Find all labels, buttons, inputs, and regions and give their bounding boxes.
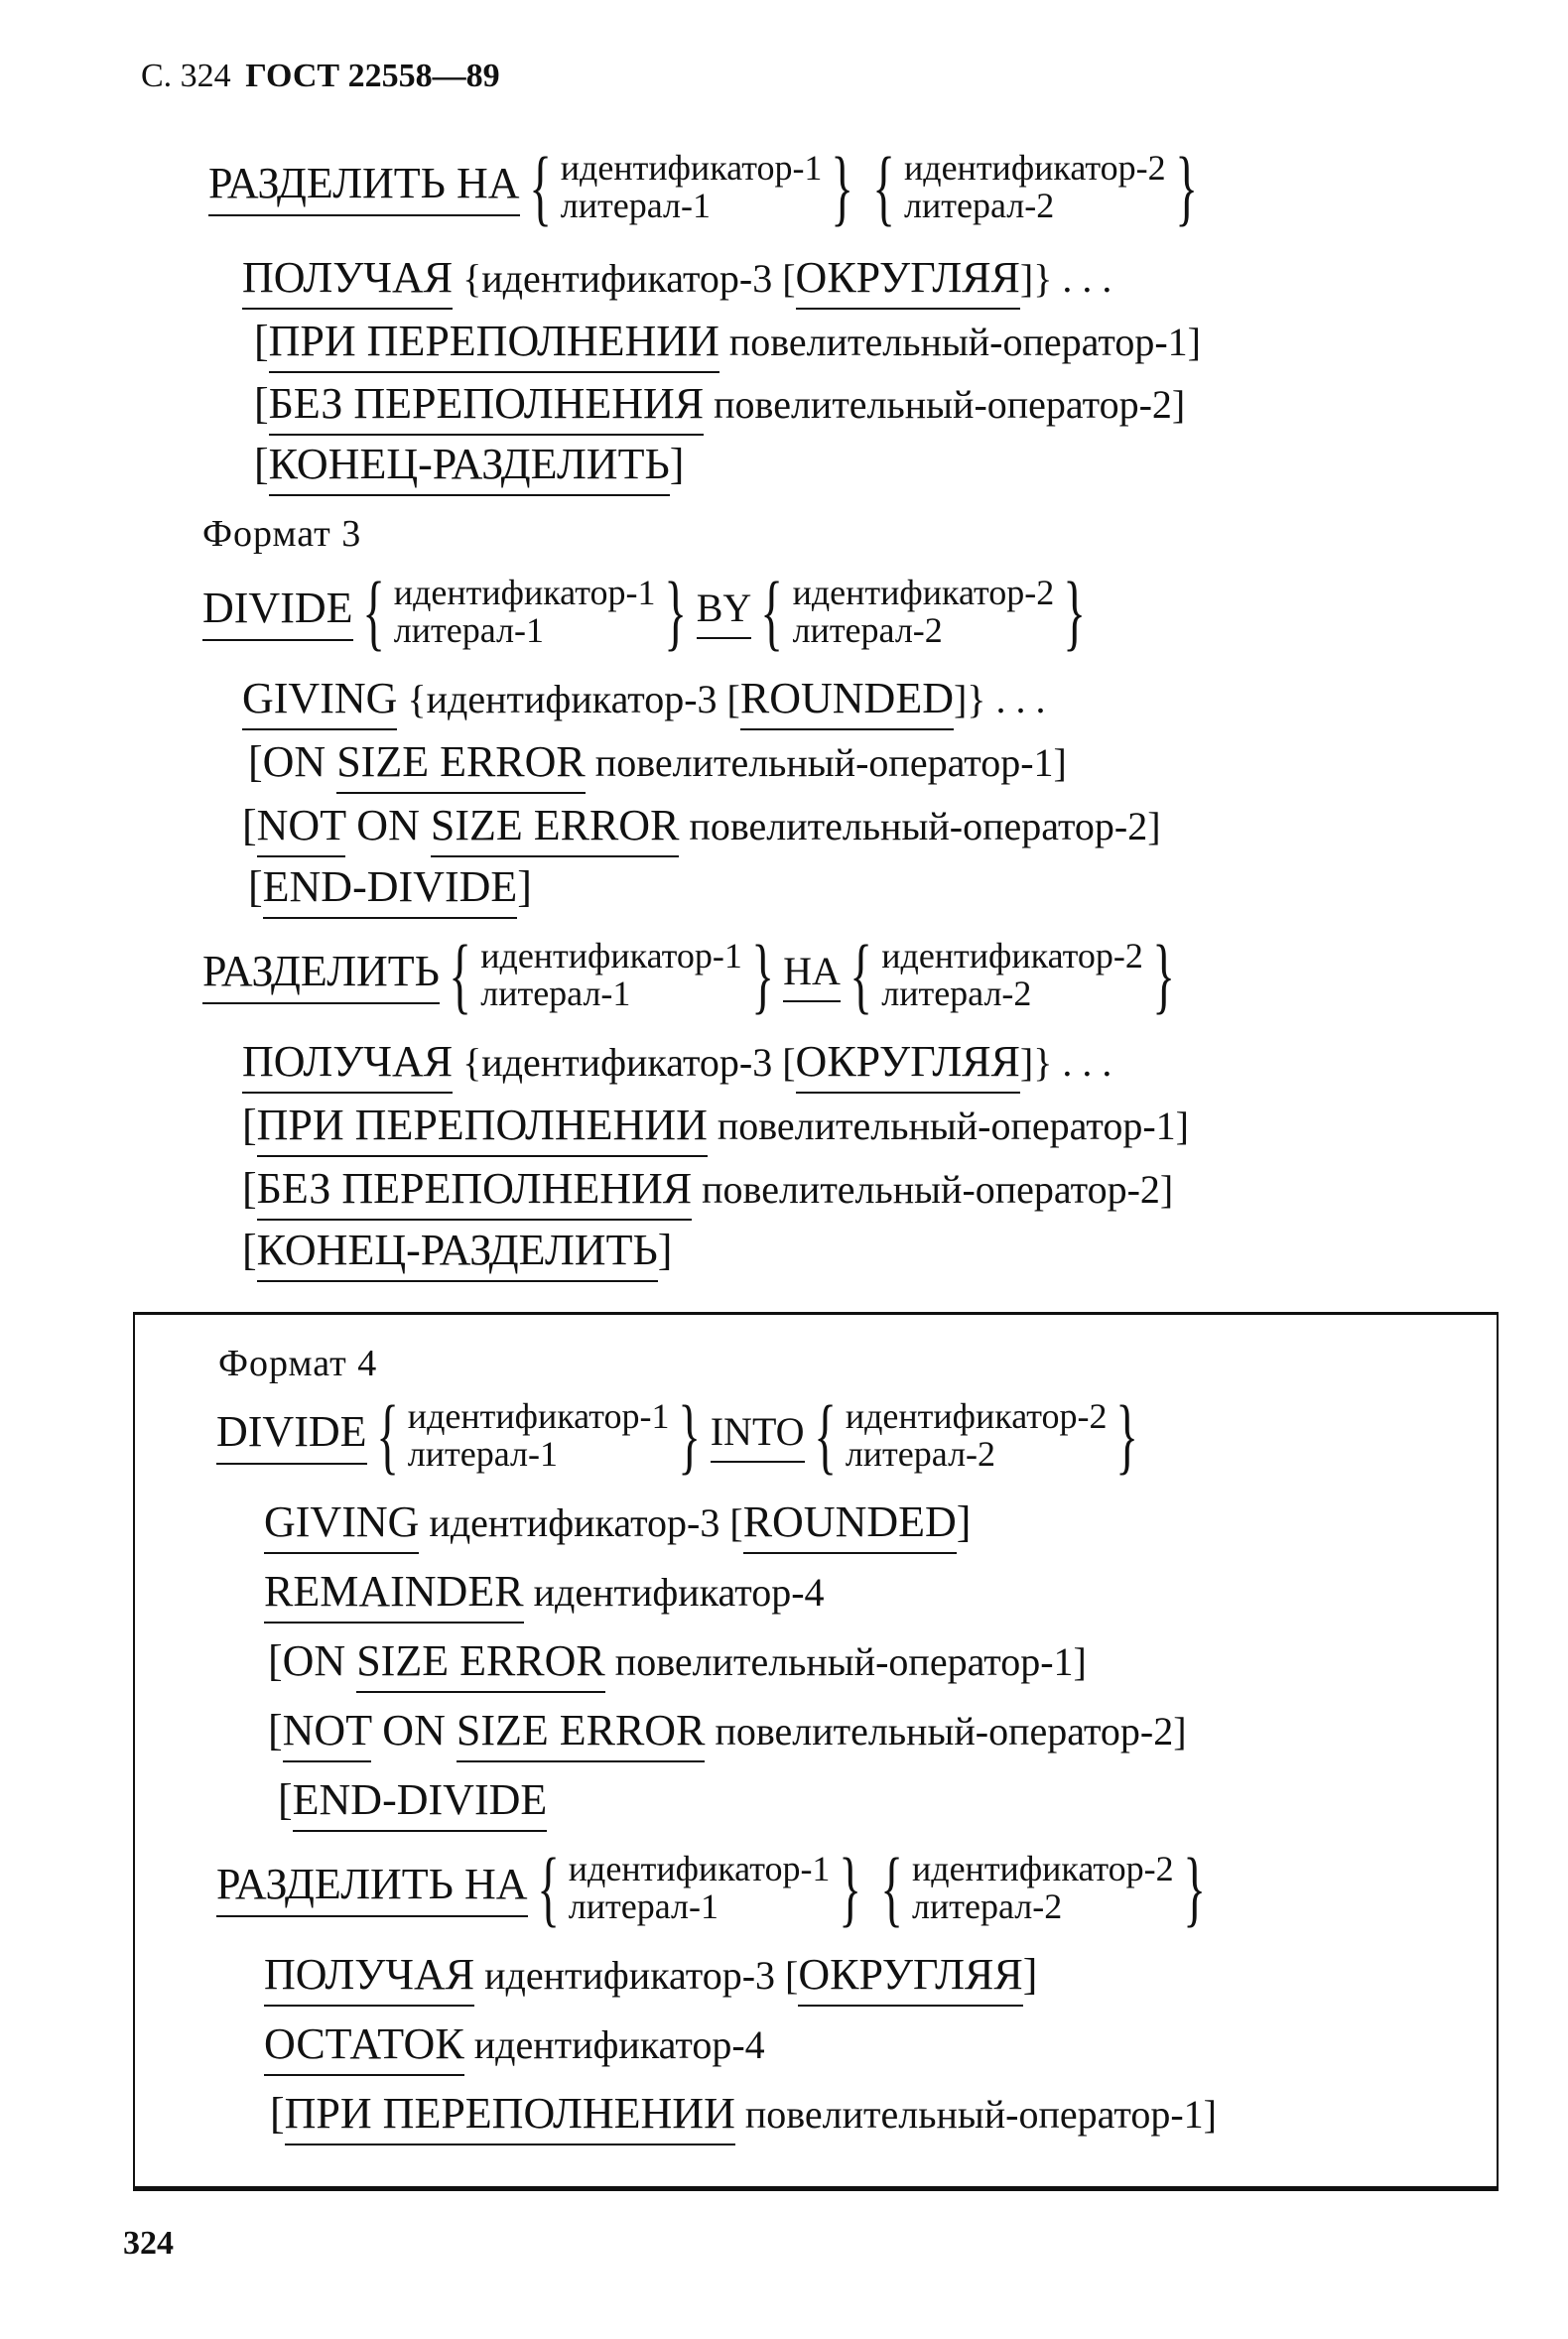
format3-ru-head: РАЗДЕЛИТЬ { идентификатор-1 литерал-1 } НА { идентификатор-2 литерал-2 } [202,927,1175,1022]
format4-en-line6: [END-DIVIDE [278,1778,547,1822]
format4-ru-line2: ПОЛУЧАЯ идентификатор-3 [ОКРУГЛЯЯ] [264,1953,1037,1997]
format3-en-head: DIVIDE { идентификатор-1 литерал-1 } BY { идентификатор-2 литерал-2 } [202,564,1087,659]
format3-en-line2: GIVING {идентификатор-3 [ROUNDED]} . . . [242,677,1046,720]
format4-ru-head: РАЗДЕЛИТЬ НА { идентификатор-1 литерал-1 } { идентификатор-2 литерал-2 } [216,1840,1206,1935]
format4-en-line3: REMAINDER идентификатор-4 [264,1570,825,1614]
block1-group2: идентификатор-2 литерал-2 [904,147,1166,225]
block1-syntax-head: РАЗДЕЛИТЬ НА { идентификатор-1 литерал-1 } { идентификатор-2 литерал-2 } [208,139,1198,234]
block1-line3: [ПРИ ПЕРЕПОЛНЕНИИ повелительный-оператор-1] [254,320,1201,363]
format3-en-line4: [NOT ON SIZE ERROR повелительный-оператор-2] [242,804,1161,847]
format3-ru-line3: [ПРИ ПЕРЕПОЛНЕНИИ повелительный-оператор-1] [242,1104,1189,1147]
format4-title: Формат 4 [218,1343,378,1384]
format3-ru-line4: [БЕЗ ПЕРЕПОЛНЕНИЯ повелительный-оператор-2] [242,1167,1173,1211]
page-header [141,58,500,95]
block1-group1: идентификатор-1 литерал-1 [560,147,823,225]
format3-en-line3: [ON SIZE ERROR повелительный-оператор-1] [248,740,1067,784]
format4-ru-line4: [ПРИ ПЕРЕПОЛНЕНИИ повелительный-оператор-1] [270,2092,1217,2136]
header-page-prefix: С. 324 [141,58,231,94]
format4-en-head: DIVIDE { идентификатор-1 литерал-1 } INTO { идентификатор-2 литерал-2 } [216,1387,1139,1483]
format3-ru-line5: [КОНЕЦ-РАЗДЕЛИТЬ] [242,1229,672,1272]
block1-keyword: РАЗДЕЛИТЬ НА [208,158,520,216]
format3-en-line5: [END-DIVIDE] [248,865,532,909]
block1-line4: [БЕЗ ПЕРЕПОЛНЕНИЯ повелительный-оператор-2] [254,382,1185,426]
format3-title: Формат 3 [202,513,362,555]
block1-line2: ПОЛУЧАЯ {идентификатор-3 [ОКРУГЛЯЯ]} . . . [242,256,1111,300]
format4-en-line5: [NOT ON SIZE ERROR повелительный-оператор-2] [268,1709,1187,1753]
format4-en-line4: [ON SIZE ERROR повелительный-оператор-1] [268,1639,1087,1683]
header-standard: ГОСТ 22558—89 [245,58,500,94]
format4-ru-line3: ОСТАТОК идентификатор-4 [264,2022,765,2066]
format3-ru-line2: ПОЛУЧАЯ {идентификатор-3 [ОКРУГЛЯЯ]} . . . [242,1040,1111,1084]
format4-en-line2: GIVING идентификатор-3 [ROUNDED] [264,1500,971,1544]
page-number: 324 [123,2225,174,2262]
block1-line5: [КОНЕЦ-РАЗДЕЛИТЬ] [254,443,684,486]
